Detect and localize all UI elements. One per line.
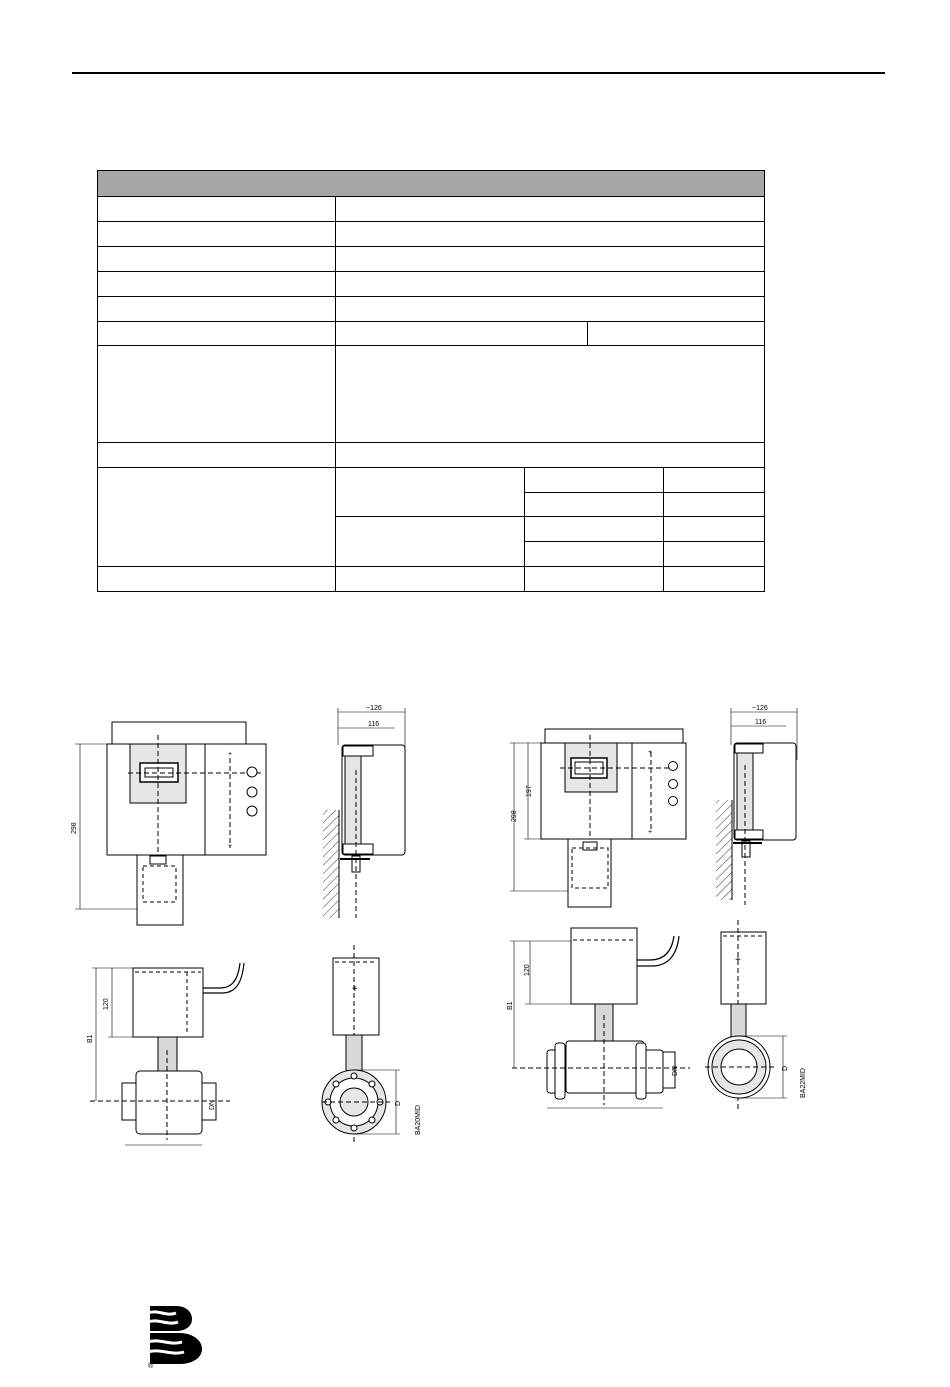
left-side-view (323, 705, 405, 918)
right-side-dim-inner: 116 (755, 719, 767, 726)
right-sensor-view (507, 928, 690, 1108)
left-front-view (71, 722, 266, 925)
left-sensor-dim-b1: B1 (87, 1034, 94, 1043)
right-side-dim-outer: ~126 (752, 705, 768, 712)
right-front-dim-upper: 197 (526, 785, 533, 797)
right-flange-dim-d: D (782, 1065, 789, 1071)
left-side-dim-outer: ~126 (366, 705, 382, 712)
brand-logo (146, 1300, 210, 1370)
left-sensor-dim-dn: DN (209, 1099, 216, 1110)
left-flange-view (322, 945, 422, 1145)
right-side-view (716, 705, 797, 905)
right-flange-view (705, 920, 807, 1110)
left-front-dim-total: 298 (71, 822, 78, 834)
left-drawing-ref: BA20MID (415, 1105, 422, 1135)
svg-text:+: + (648, 829, 653, 836)
svg-text:+: + (352, 984, 358, 995)
svg-text:+: + (648, 749, 653, 756)
svg-text:+: + (735, 955, 741, 966)
svg-text:+: + (228, 843, 233, 850)
right-front-dim-total: 298 (511, 810, 518, 822)
left-sensor-dim-height: 120 (103, 998, 110, 1010)
right-sensor-dim-dn: DN (672, 1065, 679, 1076)
registered-mark: ® (148, 1363, 154, 1370)
right-sensor-dim-b1: B1 (507, 1001, 514, 1010)
left-flange-dim-d: D (395, 1100, 402, 1106)
svg-text:+: + (228, 751, 233, 758)
left-side-dim-inner: 116 (368, 721, 380, 728)
right-drawing-ref: BA22MID (800, 1068, 807, 1098)
left-sensor-view (87, 963, 244, 1145)
right-sensor-dim-height: 120 (524, 964, 531, 976)
right-front-view (510, 729, 686, 907)
